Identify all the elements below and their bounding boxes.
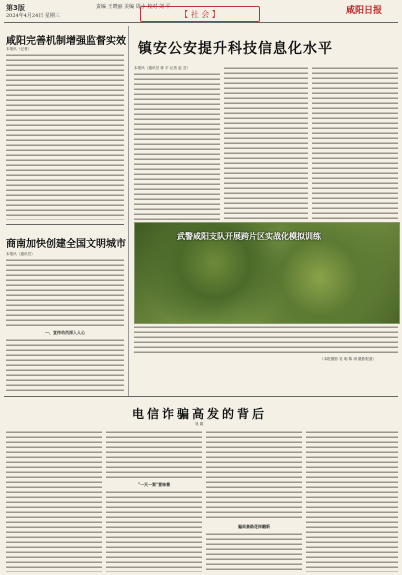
left-top-headline: 咸阳完善机制增强监督实效	[6, 36, 126, 47]
left-top-byline: 本报讯（记者）	[6, 47, 32, 51]
bottom-subhead-1: "一天一案"意味着	[137, 482, 171, 487]
photo-caption-body	[134, 325, 398, 355]
left-middle-headline: 商南加快创建全国文明城市	[6, 239, 126, 250]
news-photo	[134, 222, 400, 324]
main-body-col-3	[312, 66, 398, 220]
main-body-col-2	[224, 66, 308, 220]
page-label: 第3版	[6, 4, 25, 12]
bottom-body-col-3a	[206, 430, 302, 520]
bottom-body-col-1	[6, 430, 102, 572]
left-middle-byline: 本报讯（通讯员）	[6, 252, 35, 256]
left-middle-body	[6, 258, 124, 328]
left-bottom-subhead: 一、宣传动员深入人心	[45, 330, 85, 335]
brand-logo: 咸阳日报	[346, 6, 383, 16]
editor-text: 责编 王晓丽 美编 周小 校对 刘 平	[96, 4, 171, 10]
photo-title: 武警咸阳支队开展跨片区实战化模拟训练	[177, 232, 321, 241]
column-divider	[128, 26, 129, 396]
left-top-body	[6, 53, 124, 220]
bottom-author: 易 娟	[195, 422, 204, 426]
left-bottom-body	[6, 338, 124, 394]
left-divider-1	[6, 224, 124, 225]
bottom-rule	[4, 396, 398, 397]
main-body-col-1	[134, 72, 220, 220]
date-text: 2024年4月24日 星期三	[6, 13, 60, 19]
header-rule	[4, 22, 398, 23]
bottom-body-col-3b	[206, 532, 302, 572]
main-headline: 镇安公安提升科技信息化水平	[138, 41, 333, 57]
bottom-body-col-2b	[106, 490, 202, 572]
bottom-body-col-2a	[106, 430, 202, 478]
main-byline: 本报讯（通讯员 蒋 平 记者 赵 芸）	[134, 66, 191, 70]
photo-credit: （本报摄影 吴 明 陈 涛 摄影报道）	[320, 357, 377, 361]
bottom-subhead-2: 骗局套路花样翻新	[238, 524, 270, 529]
bottom-body-col-4	[306, 430, 398, 572]
section-banner: 【 社 会 】	[140, 6, 260, 22]
bottom-headline: 电信诈骗高发的背后	[132, 407, 268, 421]
